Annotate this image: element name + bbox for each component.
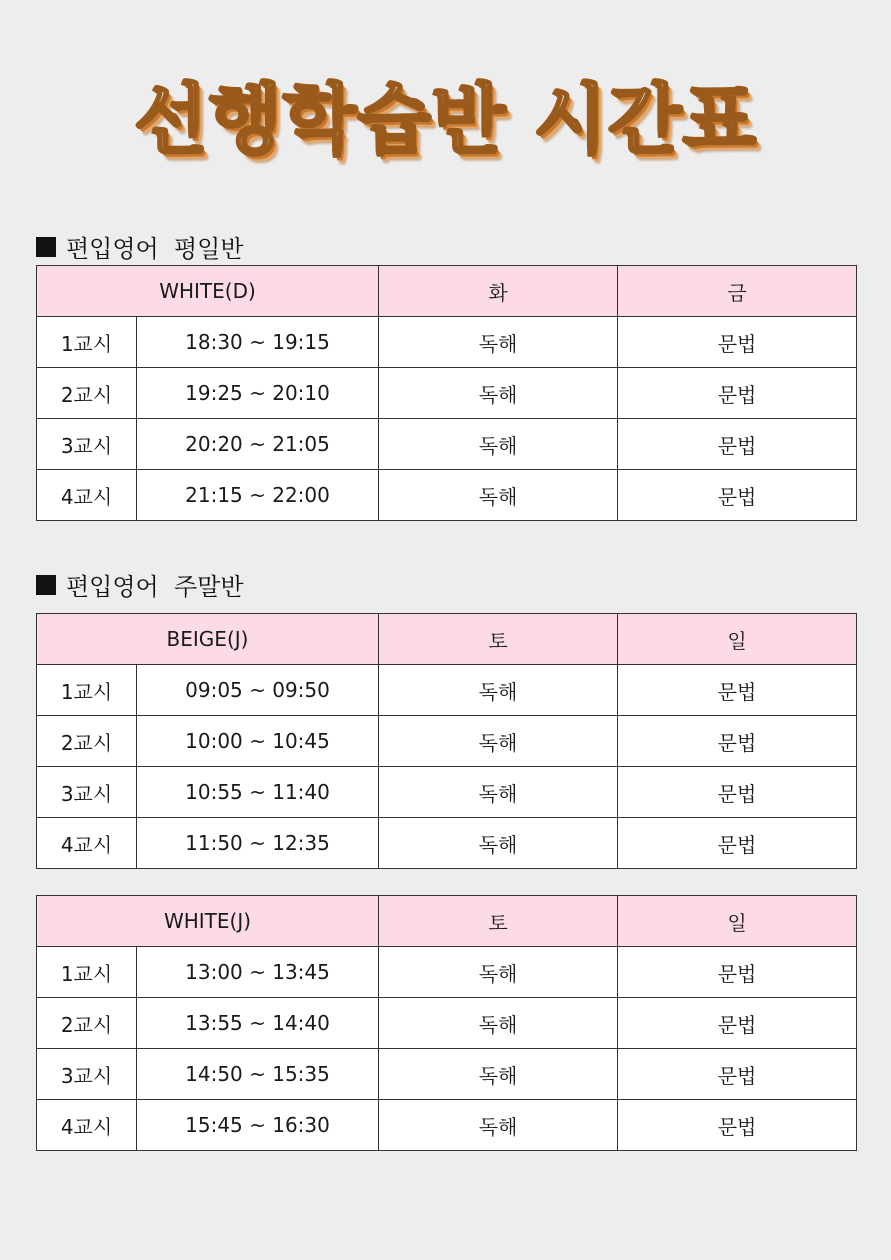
day-header-cell: 금 bbox=[618, 266, 857, 317]
schedule-table-white-d bbox=[36, 265, 857, 521]
period-cell: 3교시 bbox=[37, 1049, 137, 1100]
time-cell: 13:00 ~ 13:45 bbox=[137, 947, 379, 998]
subject-cell: 문법 bbox=[618, 368, 857, 419]
subject-cell: 독해 bbox=[379, 419, 618, 470]
period-cell: 1교시 bbox=[37, 665, 137, 716]
day-header-cell: 토 bbox=[379, 896, 618, 947]
period-cell: 4교시 bbox=[37, 470, 137, 521]
time-cell: 15:45 ~ 16:30 bbox=[137, 1100, 379, 1151]
subject-cell: 문법 bbox=[618, 419, 857, 470]
time-cell: 20:20 ~ 21:05 bbox=[137, 419, 379, 470]
time-cell: 11:50 ~ 12:35 bbox=[137, 818, 379, 869]
time-cell: 19:25 ~ 20:10 bbox=[137, 368, 379, 419]
subject-cell: 독해 bbox=[379, 665, 618, 716]
subject-cell: 독해 bbox=[379, 317, 618, 368]
class-name-cell: BEIGE(J) bbox=[37, 614, 379, 665]
table-row bbox=[37, 368, 857, 419]
day-header-cell: 토 bbox=[379, 614, 618, 665]
subject-cell: 독해 bbox=[379, 470, 618, 521]
table-row bbox=[37, 419, 857, 470]
time-cell: 18:30 ~ 19:15 bbox=[137, 317, 379, 368]
subject-cell: 독해 bbox=[379, 818, 618, 869]
table-row bbox=[37, 818, 857, 869]
table-header-row bbox=[37, 896, 857, 947]
table-row bbox=[37, 665, 857, 716]
subject-cell: 문법 bbox=[618, 818, 857, 869]
subject-cell: 문법 bbox=[618, 317, 857, 368]
subject-cell: 독해 bbox=[379, 1049, 618, 1100]
table-row bbox=[37, 716, 857, 767]
subject-cell: 문법 bbox=[618, 470, 857, 521]
period-cell: 1교시 bbox=[37, 947, 137, 998]
section-heading-label: 편입영어 주말반 bbox=[66, 573, 244, 601]
schedule-table-white-j bbox=[36, 895, 857, 1151]
section-heading-weekday bbox=[36, 229, 244, 264]
table-row bbox=[37, 947, 857, 998]
subject-cell: 독해 bbox=[379, 998, 618, 1049]
class-name-cell: WHITE(J) bbox=[37, 896, 379, 947]
subject-cell: 문법 bbox=[618, 1049, 857, 1100]
subject-cell: 문법 bbox=[618, 998, 857, 1049]
subject-cell: 독해 bbox=[379, 1100, 618, 1151]
time-cell: 09:05 ~ 09:50 bbox=[137, 665, 379, 716]
table-row bbox=[37, 317, 857, 368]
time-cell: 10:55 ~ 11:40 bbox=[137, 767, 379, 818]
square-bullet-icon bbox=[36, 237, 56, 257]
period-cell: 4교시 bbox=[37, 1100, 137, 1151]
subject-cell: 독해 bbox=[379, 947, 618, 998]
subject-cell: 문법 bbox=[618, 767, 857, 818]
section-heading-label: 편입영어 평일반 bbox=[66, 235, 244, 263]
subject-cell: 문법 bbox=[618, 1100, 857, 1151]
day-header-cell: 화 bbox=[379, 266, 618, 317]
table-row bbox=[37, 470, 857, 521]
table-row bbox=[37, 1049, 857, 1100]
table-row bbox=[37, 767, 857, 818]
square-bullet-icon bbox=[36, 575, 56, 595]
period-cell: 2교시 bbox=[37, 368, 137, 419]
period-cell: 2교시 bbox=[37, 998, 137, 1049]
time-cell: 13:55 ~ 14:40 bbox=[137, 998, 379, 1049]
section-heading-weekend bbox=[36, 567, 244, 602]
subject-cell: 문법 bbox=[618, 716, 857, 767]
day-header-cell: 일 bbox=[618, 896, 857, 947]
table-row bbox=[37, 998, 857, 1049]
page-title: 선행학습반 시간표 bbox=[134, 75, 757, 164]
day-header-cell: 일 bbox=[618, 614, 857, 665]
period-cell: 4교시 bbox=[37, 818, 137, 869]
period-cell: 3교시 bbox=[37, 767, 137, 818]
subject-cell: 독해 bbox=[379, 767, 618, 818]
subject-cell: 문법 bbox=[618, 665, 857, 716]
class-name-cell: WHITE(D) bbox=[37, 266, 379, 317]
time-cell: 21:15 ~ 22:00 bbox=[137, 470, 379, 521]
table-header-row bbox=[37, 266, 857, 317]
period-cell: 1교시 bbox=[37, 317, 137, 368]
period-cell: 3교시 bbox=[37, 419, 137, 470]
subject-cell: 독해 bbox=[379, 368, 618, 419]
subject-cell: 문법 bbox=[618, 947, 857, 998]
period-cell: 2교시 bbox=[37, 716, 137, 767]
table-header-row bbox=[37, 614, 857, 665]
time-cell: 10:00 ~ 10:45 bbox=[137, 716, 379, 767]
time-cell: 14:50 ~ 15:35 bbox=[137, 1049, 379, 1100]
schedule-table-beige-j bbox=[36, 613, 857, 869]
table-row bbox=[37, 1100, 857, 1151]
subject-cell: 독해 bbox=[379, 716, 618, 767]
